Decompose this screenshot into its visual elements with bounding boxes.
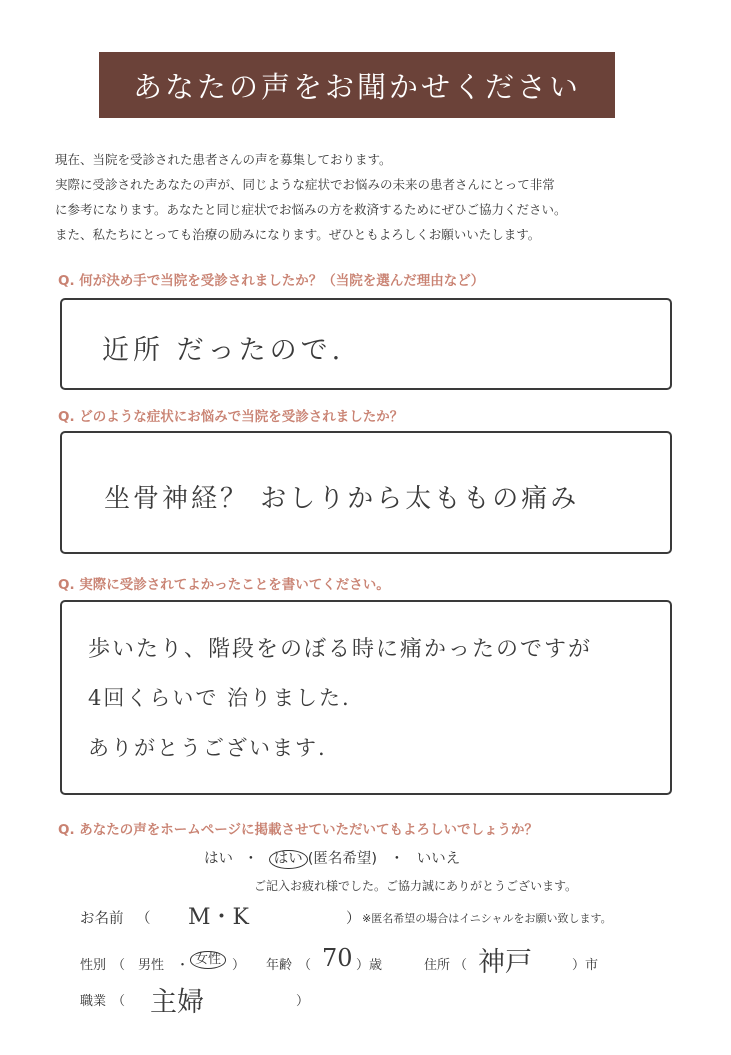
gender-male[interactable]: 男性 — [138, 958, 165, 973]
intro-line-2: 実際に受診されたあなたの声が、同じような症状でお悩みの未来の患者さんにとって非常 — [55, 177, 555, 192]
consent-anon-note: (匿名希望) — [307, 851, 378, 867]
consent-options — [204, 847, 460, 869]
job-value[interactable]: 主婦 — [150, 987, 204, 1018]
address-close: ）市 — [572, 958, 599, 973]
answer-2-text: 坐骨神経？ おしりから太ももの痛み — [104, 484, 580, 514]
question-4-label: Q. あなたの声をホームページに掲載させていただいてもよろしいでしょうか？ — [58, 822, 539, 838]
answer-3-line-1: 歩いたり、階段をのぼる時に痛かったのですが — [88, 637, 593, 662]
answer-box-3[interactable] — [60, 600, 672, 795]
consent-yes[interactable]: はい — [204, 851, 233, 867]
answer-1-text: 近所 だったので. — [102, 335, 345, 366]
intro-line-1: 現在、当院を受診された患者さんの声を募集しております。 — [55, 152, 392, 167]
consent-separator-2: ・ — [389, 851, 405, 867]
name-open-paren: （ — [136, 911, 151, 927]
name-value[interactable]: M・K — [188, 905, 249, 930]
job-close-paren: ） — [296, 994, 310, 1009]
gender-open-paren: （ — [112, 958, 126, 973]
address-open-paren: （ — [454, 958, 468, 973]
job-open-paren: （ — [112, 994, 126, 1009]
address-value[interactable]: 神戸 — [478, 947, 532, 978]
age-label: 年齢 — [266, 958, 293, 973]
question-1-label: Q. 何が決め手で当院を受診されましたか？（当院を選んだ理由など） — [58, 273, 485, 289]
page-title: あなたの声をお聞かせください — [99, 52, 615, 118]
consent-separator-1: ・ — [243, 851, 259, 867]
gender-close-paren: ） — [232, 958, 246, 973]
thanks-message: ご記入お疲れ様でした。ご協力誠にありがとうございます。 — [254, 879, 578, 893]
address-label: 住所 — [424, 958, 451, 973]
question-3-label: Q. 実際に受診されてよかったことを書いてください。 — [58, 577, 390, 593]
consent-no[interactable]: いいえ — [416, 851, 461, 867]
gender-female-selected[interactable] — [190, 951, 226, 969]
answer-box-2[interactable] — [60, 431, 672, 554]
job-label: 職業 — [80, 994, 107, 1009]
gender-separator: ・ — [176, 958, 190, 973]
gender-label: 性別 — [80, 958, 107, 973]
gender-female-circle: 女性 — [190, 951, 226, 969]
age-value[interactable]: 70 — [322, 944, 353, 972]
name-label: お名前 — [80, 911, 124, 927]
answer-3-line-2: 4回くらいで 治りました. — [88, 686, 351, 710]
intro-line-4: また、私たちにとっても治療の励みになります。ぜひともよろしくお願いいたします。 — [55, 227, 541, 242]
consent-yes-anon-selected[interactable]: はい — [269, 850, 308, 869]
question-2-label: Q. どのような症状にお悩みで当院を受診されましたか？ — [58, 409, 404, 425]
intro-line-3: に参考になります。あなたと同じ症状でお悩みの方を救済するためにぜひご協力ください。 — [55, 202, 567, 217]
answer-3-line-3: ありがとうございます. — [88, 736, 327, 760]
name-note: ※匿名希望の場合はイニシャルをお願い致します。 — [362, 912, 612, 925]
age-open-paren: （ — [298, 958, 312, 973]
answer-box-1[interactable] — [60, 298, 672, 390]
name-close-paren: ） — [346, 911, 361, 927]
age-close: ）歳 — [356, 958, 383, 973]
